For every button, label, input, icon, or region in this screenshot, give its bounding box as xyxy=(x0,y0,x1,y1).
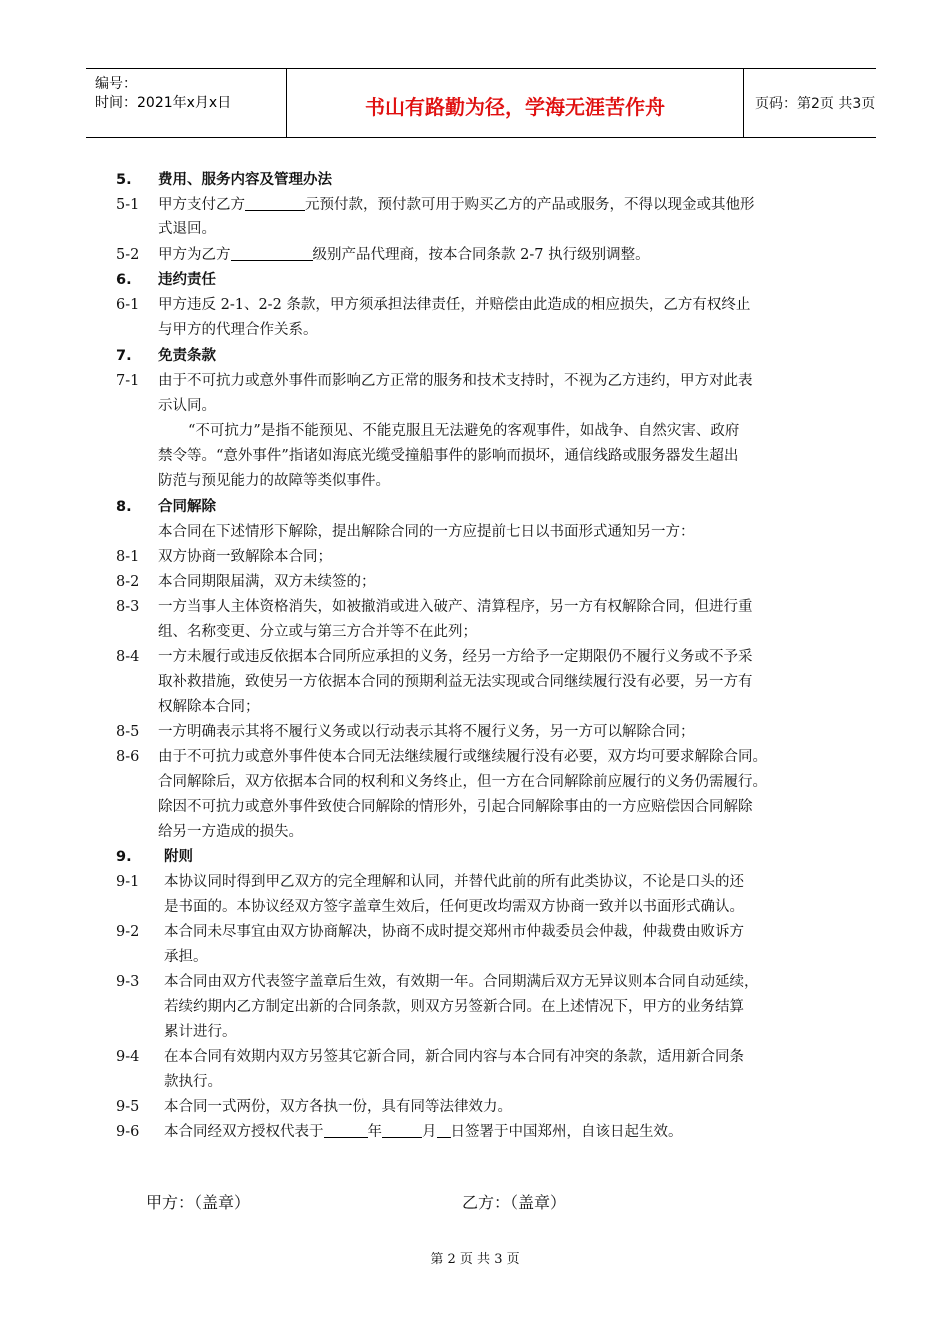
page-footer: 第 2 页 共 3 页 xyxy=(430,1252,520,1267)
clause-8-4-cont: 取补救措施，致使另一方依据本合同的预期利益无法实现或合同继续履行没有必要，另一方有 xyxy=(158,674,753,690)
clause-9-3-cont-2: 累计进行。 xyxy=(164,1024,237,1040)
year-blank xyxy=(324,1123,368,1138)
force-majeure-para-2: 禁令等。“意外事件”指诸如海底光缆受撞船事件的影响而损坏，通信线路或服务器发生超出 xyxy=(158,448,739,464)
clause-8-3-cont: 组、名称变更、分立或与第三方合并等不在此列； xyxy=(158,624,477,640)
serial-number-label: 编号： xyxy=(95,76,137,92)
clause-9-2-cont: 承担。 xyxy=(164,949,208,965)
party-b-signature: 乙方：（盖章） xyxy=(462,1193,567,1212)
header-motto: 书山有路勤为径，学海无涯苦作舟 xyxy=(365,95,665,119)
day-blank xyxy=(437,1123,451,1138)
clause-5-1-cont: 式退回。 xyxy=(158,221,216,237)
clause-9-1-cont: 是书面的。本协议经双方签字盖章生效后，任何更改均需双方协商一致并以书面形式确认。 xyxy=(164,899,744,915)
clause-8-6-cont: 合同解除后，双方依据本合同的权利和义务终止，但一方在合同解除前应履行的义务仍需履行。 xyxy=(158,774,767,790)
force-majeure-para-3: 防范与预见能力的故障等类似事件。 xyxy=(158,473,390,489)
page-header xyxy=(86,68,876,138)
clause-9-4-cont: 款执行。 xyxy=(164,1074,222,1090)
month-blank xyxy=(382,1123,422,1138)
amount-blank xyxy=(245,196,305,211)
time-label: 时间：2021年x月x日 xyxy=(95,95,232,111)
header-meta xyxy=(86,69,286,137)
header-page-cell xyxy=(744,69,876,137)
clause-8-6-cont-2: 除因不可抗力或意外事件致使合同解除的情形外，引起合同解除事由的一方应赔偿因合同解除 xyxy=(158,799,753,815)
clause-6-1-cont: 与甲方的代理合作关系。 xyxy=(158,322,318,338)
clause-8-6-cont-3: 给另一方造成的损失。 xyxy=(158,824,303,840)
header-motto-cell xyxy=(286,69,744,137)
clause-7-1-cont: 示认同。 xyxy=(158,398,216,414)
clause-9-3-cont: 若续约期内乙方制定出新的合同条款，则双方另签新合同。在上述情况下，甲方的业务结算 xyxy=(164,999,744,1015)
party-a-signature: 甲方：（盖章） xyxy=(146,1193,251,1212)
force-majeure-para: “不可抗力”是指不能预见、不能克服且无法避免的客观事件，如战争、自然灾害、政府 xyxy=(188,423,740,439)
level-blank xyxy=(231,246,313,261)
clause-8-4-cont-2: 权解除本合同； xyxy=(158,699,260,715)
header-page-label: 页码：第2页 共3页 xyxy=(755,96,876,112)
section-8-intro: 本合同在下述情形下解除，提出解除合同的一方应提前七日以书面形式通知另一方： xyxy=(158,524,695,540)
